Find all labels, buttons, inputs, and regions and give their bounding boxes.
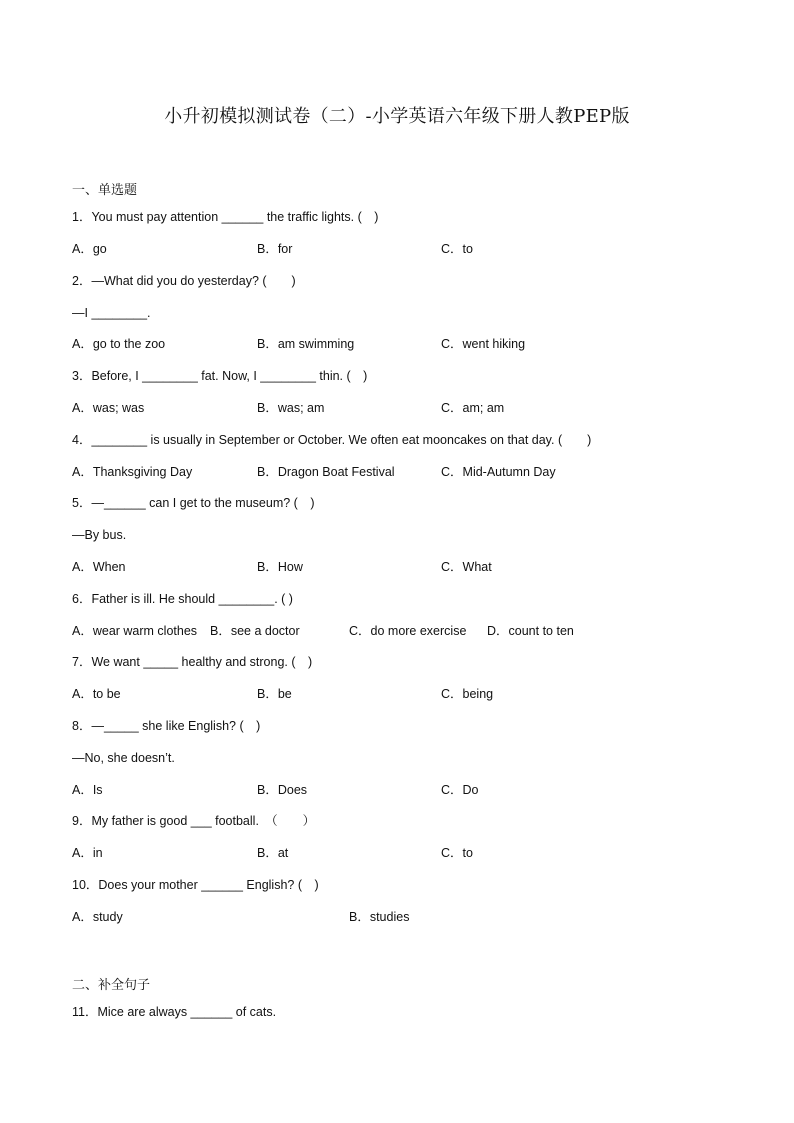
question-answer-line: —No, she doesn’t. <box>72 751 175 765</box>
option-c[interactable]: C．to <box>441 846 473 860</box>
option-a[interactable]: A．was; was <box>72 401 145 415</box>
option-c[interactable]: C．am; am <box>441 401 505 415</box>
question-answer-line: —I ________. <box>72 306 151 320</box>
section-heading: 一、单选题 <box>72 182 138 197</box>
question-stem: 3．Before, I ________ fat. Now, I ________ thin. ( ) <box>72 369 368 383</box>
option-c[interactable]: C．Do <box>441 783 479 797</box>
option-a[interactable]: A．wear warm clothes <box>72 624 198 638</box>
option-b[interactable]: B．How <box>257 560 303 574</box>
question-stem: 5．—______ can I get to the museum? ( ) <box>72 496 315 510</box>
question-stem: 4．________ is usually in September or October. We often eat mooncakes on that day. ( ) <box>72 433 592 447</box>
option-b[interactable]: B．studies <box>349 910 410 924</box>
option-b[interactable]: B．see a doctor <box>210 624 300 638</box>
question-stem: 7．We want _____ healthy and strong. ( ) <box>72 655 313 669</box>
option-a[interactable]: A．Thanksgiving Day <box>72 465 193 479</box>
option-c[interactable]: C．What <box>441 560 492 574</box>
option-c[interactable]: C．do more exercise <box>349 624 467 638</box>
option-a[interactable]: A．go <box>72 242 107 256</box>
option-c[interactable]: C．Mid-Autumn Day <box>441 465 556 479</box>
option-b[interactable]: B．Does <box>257 783 308 797</box>
option-b[interactable]: B．Dragon Boat Festival <box>257 465 395 479</box>
option-c[interactable]: C．went hiking <box>441 337 526 351</box>
option-b[interactable]: B．for <box>257 242 293 256</box>
question-stem: 8．—_____ she like English? ( ) <box>72 719 261 733</box>
option-a[interactable]: A．go to the zoo <box>72 337 166 351</box>
option-c[interactable]: C．being <box>441 687 494 701</box>
option-b[interactable]: B．be <box>257 687 292 701</box>
question-stem: 9．My father is good ___ football. （ ） <box>72 814 316 828</box>
option-a[interactable]: A．When <box>72 560 126 574</box>
question-stem: 6．Father is ill. He should ________. ( ) <box>72 592 293 606</box>
option-a[interactable]: A．in <box>72 846 103 860</box>
question-stem: 1．You must pay attention ______ the traffic lights. ( ) <box>72 210 379 224</box>
option-a[interactable]: A．Is <box>72 783 103 797</box>
option-b[interactable]: B．at <box>257 846 289 860</box>
question-stem: 11．Mice are always ______ of cats. <box>72 1005 277 1019</box>
option-a[interactable]: A．to be <box>72 687 121 701</box>
option-b[interactable]: B．am swimming <box>257 337 355 351</box>
page-title: 小升初模拟测试卷（二）-小学英语六年级下册人教PEP版 <box>164 106 630 127</box>
option-b[interactable]: B．was; am <box>257 401 325 415</box>
section-heading: 二、补全句子 <box>72 977 151 992</box>
question-stem: 2．—What did you do yesterday? ( ) <box>72 274 296 288</box>
option-a[interactable]: A．study <box>72 910 123 924</box>
option-d[interactable]: D．count to ten <box>487 624 574 638</box>
question-answer-line: —By bus. <box>72 528 127 542</box>
question-stem: 10．Does your mother ______ English? ( ) <box>72 878 319 892</box>
option-c[interactable]: C．to <box>441 242 473 256</box>
